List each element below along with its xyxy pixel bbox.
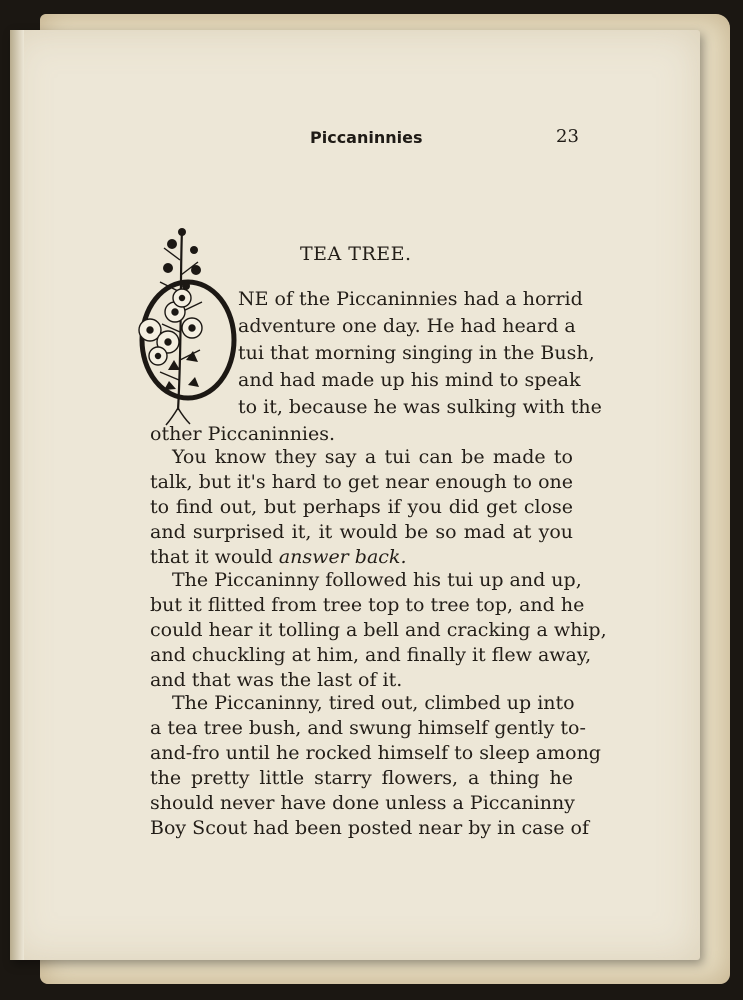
text-line: should never have done unless a Piccaninny bbox=[150, 792, 575, 814]
text-span: that it would bbox=[150, 546, 273, 568]
page-gutter bbox=[10, 30, 24, 960]
page-number: 23 bbox=[556, 126, 579, 147]
text-line: The Piccaninny followed his tui up and up, bbox=[172, 569, 582, 591]
text-line: a tea tree bush, and swung himself gently to- bbox=[150, 717, 586, 739]
running-title: Piccaninnies bbox=[310, 128, 423, 147]
text-line: adventure one day. He had heard a bbox=[238, 315, 576, 337]
text-line: You know they say a tui can be made to bbox=[172, 446, 573, 468]
text-line bbox=[150, 546, 407, 568]
text-line: and-fro until he rocked himself to sleep among bbox=[150, 742, 601, 764]
text-line: the pretty little starry flowers, a thing he bbox=[150, 767, 573, 789]
text-line: tui that morning singing in the Bush, bbox=[238, 342, 595, 364]
text-line: NE of the Piccaninnies had a horrid bbox=[238, 288, 583, 310]
book-page bbox=[10, 30, 700, 960]
text-line: and had made up his mind to speak bbox=[238, 369, 581, 391]
chapter-title: TEA TREE. bbox=[300, 243, 412, 265]
text-line: and that was the last of it. bbox=[150, 669, 403, 691]
text-line: and surprised it, it would be so mad at you bbox=[150, 521, 573, 543]
text-line: but it flitted from tree top to tree top, and he bbox=[150, 594, 585, 616]
text-line: could hear it tolling a bell and cracking a whip, bbox=[150, 619, 607, 641]
text-line: The Piccaninny, tired out, climbed up into bbox=[172, 692, 575, 714]
text-line: and chuckling at him, and finally it flew away, bbox=[150, 644, 592, 666]
italic-phrase: answer back. bbox=[278, 546, 407, 568]
text-line: to it, because he was sulking with the bbox=[238, 396, 602, 418]
text-line: other Piccaninnies. bbox=[150, 423, 336, 445]
text-line: Boy Scout had been posted near by in case of bbox=[150, 817, 590, 839]
tea-tree-initial-icon bbox=[120, 220, 240, 430]
text-line: to find out, but perhaps if you did get close bbox=[150, 496, 573, 518]
text-line: talk, but it's hard to get near enough to one bbox=[150, 471, 573, 493]
